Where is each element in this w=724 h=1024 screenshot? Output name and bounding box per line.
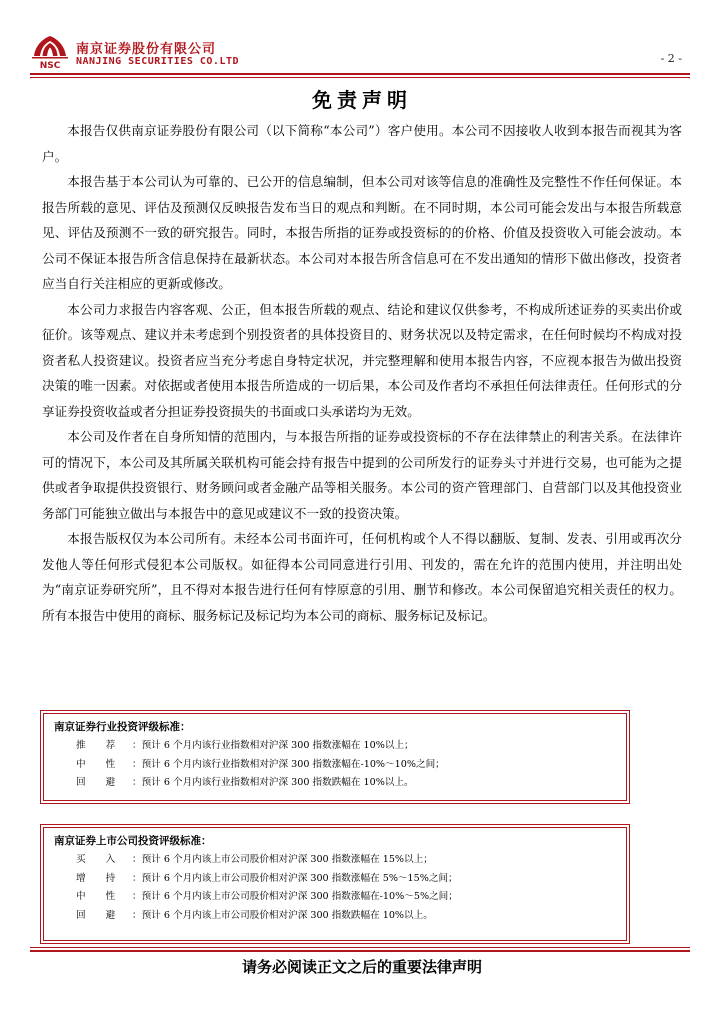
rating-row [54, 907, 616, 926]
rating-text: ：预计 6 个月内该行业指数相对沪深 300 指数涨幅在 10%以上； [132, 740, 414, 751]
header-rule-thin [30, 77, 690, 78]
paragraph: 本公司力求报告内容客观、公正，但本报告所载的观点、结论和建议仅供参考，不构成所述证券的买卖出价或征价。该等观点、建议并未考虑到个别投资者的具体投资目的、财务状况以及特定需求，在任何时候均不构成对投资者私人投资建议。投资者应当充分考虑自身特定状况，并完整理解和使用本报告内容，不应视本报告为做出投资决策的唯一因素。对依据或者使用本报告所造成的一切后果，本公司及作者均不承担任何法律责任。任何形式的分享证券投资收益或者分担证券投资损失的书面或口头承诺均为无效。 [42, 301, 682, 419]
company-rating-title: 南京证券上市公司投资评级标准： [54, 835, 212, 847]
rating-text: ：预计 6 个月内该行业指数相对沪深 300 指数涨幅在-10%～10%之间； [132, 758, 445, 770]
rating-row [54, 851, 616, 870]
paragraph: 本公司及作者在自身所知情的范围内，与本报告所指的证券或投资标的不存在法律禁止的利害关系。在法律许可的情况下，本公司及其所属关联机构可能会持有报告中提到的公司所发行的证券头寸并进行交易，也可能为之提供或者争取提供投资银行、财务顾问或者金融产品等相关服务。本公司的资产管理部门、自营部门以及其他投资业务部门可能独立做出与本报告中的意见或建议不一致的投资决策。 [42, 429, 682, 521]
paragraph: 本报告版权仅为本公司所有。未经本公司书面许可，任何机构或个人不得以翻版、复制、发表、引用或再次分发他人等任何形式侵犯本公司版权。如征得本公司同意进行引用、刊发的，需在允许的范围内使用，并注明出处为“南京证券研究所”，且不得对本报告进行任何有悖原意的引用、删节和修改。本公司保留追究相关责任的权力。所有本报告中使用的商标、服务标记及标记均为本公司的商标、服务标记及标记。 [42, 531, 682, 623]
company-name-en: NANJING SECURITIES CO.LTD [76, 56, 240, 67]
rating-text: ：预计 6 个月内该上市公司股价相对沪深 300 指数涨幅在-10%～5%之间； [132, 891, 458, 902]
rating-row [54, 774, 616, 793]
rating-text: ：预计 6 个月内该行业指数相对沪深 300 指数跌幅在 10%以上。 [132, 777, 414, 788]
rating-label: 回 避 [76, 777, 116, 788]
rating-text: ：预计 6 个月内该上市公司股价相对沪深 300 指数涨幅在 15%以上； [132, 854, 433, 865]
rating-label: 推 荐 [76, 740, 116, 751]
rating-row [54, 737, 616, 756]
rating-text: ：预计 6 个月内该上市公司股价相对沪深 300 指数跌幅在 10%以上。 [132, 909, 433, 921]
rating-row [54, 888, 616, 907]
rating-label: 买 入 [76, 854, 116, 865]
logo-text: NSC [39, 61, 61, 70]
footer-rule-thin [30, 947, 690, 948]
page-header [30, 34, 690, 74]
rating-label: 回 避 [76, 909, 116, 921]
page-number: - 2 - [660, 52, 682, 65]
paragraph: 本报告基于本公司认为可靠的、已公开的信息编制，但本公司对该等信息的准确性及完整性不作任何保证。本报告所载的意见、评估及预测仅反映报告发布当日的观点和判断。在不同时期，本公司可能会发出与本报告所载意见、评估及预测不一致的研究报告。同时，本报告所指的证券或投资标的的价格、价值及投资收入可能会波动。本公司不保证本报告所含信息保持在最新状态。本公司对本报告所含信息可在不发出通知的情形下做出修改，投资者应当自行关注相应的更新或修改。 [42, 174, 682, 291]
rating-row [54, 870, 616, 889]
header-rule [30, 73, 690, 75]
industry-rating-box [40, 710, 630, 804]
paragraph: 本报告仅供南京证券股份有限公司（以下简称“本公司”）客户使用。本公司不因接收人收到本报告而视其为客户。 [42, 123, 682, 164]
industry-rating-title: 南京证券行业投资评级标准： [54, 721, 191, 733]
legal-notice-footer: 请务必阅读正文之后的重要法律声明 [241, 958, 482, 976]
rating-label: 中 性 [76, 758, 116, 770]
disclaimer-body [42, 118, 682, 628]
page-title: 免责声明 [312, 88, 412, 112]
rating-text: ：预计 6 个月内该上市公司股价相对沪深 300 指数涨幅在 5%～15%之间； [132, 872, 458, 884]
rating-label: 中 性 [76, 891, 116, 902]
rating-label: 增 持 [76, 872, 116, 884]
footer-rule [30, 950, 690, 952]
company-name-cn: 南京证券股份有限公司 [76, 42, 217, 57]
rating-row [54, 756, 616, 775]
company-rating-box [40, 824, 630, 944]
nsc-logo-icon [30, 34, 70, 70]
